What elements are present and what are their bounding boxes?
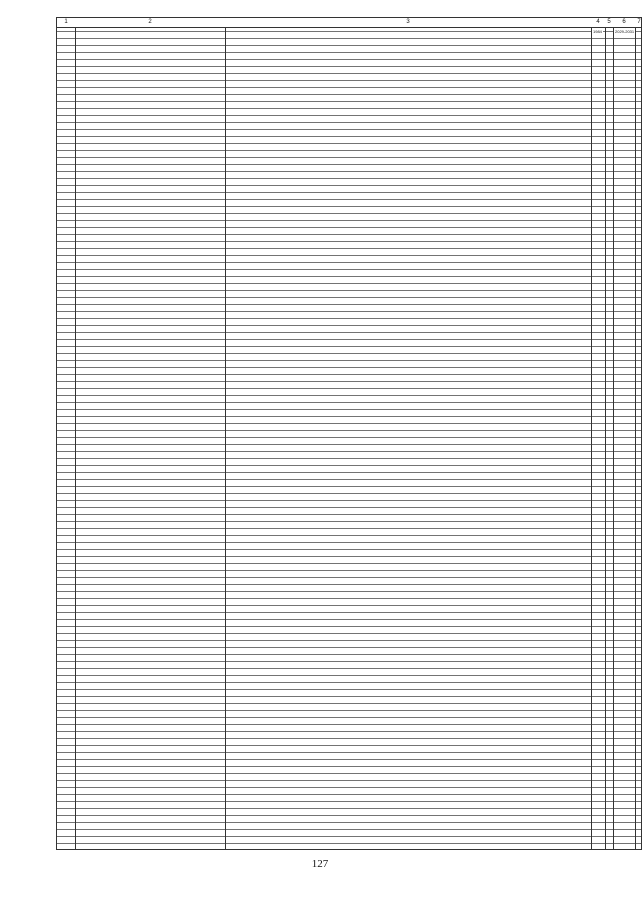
column-number-6: 6 — [622, 19, 626, 25]
column-number-2: 2 — [148, 19, 152, 25]
column-number-1: 1 — [64, 19, 68, 25]
column-divider — [635, 18, 636, 849]
period-cell: 2029-2031 — [615, 29, 635, 34]
column-number-3: 3 — [406, 19, 410, 25]
page-number: 127 — [311, 858, 329, 870]
column-divider — [591, 18, 592, 849]
column-number-4: 4 — [596, 19, 600, 25]
column-number-7: 7 — [637, 19, 641, 25]
column-divider — [225, 18, 226, 849]
column-number-5: 5 — [607, 19, 611, 25]
column-divider — [75, 18, 76, 849]
year-cell: 1984 — [593, 29, 602, 34]
table-header-row — [57, 18, 641, 28]
column-divider — [613, 18, 614, 849]
table-sheet — [56, 17, 642, 850]
column-divider — [605, 18, 606, 849]
